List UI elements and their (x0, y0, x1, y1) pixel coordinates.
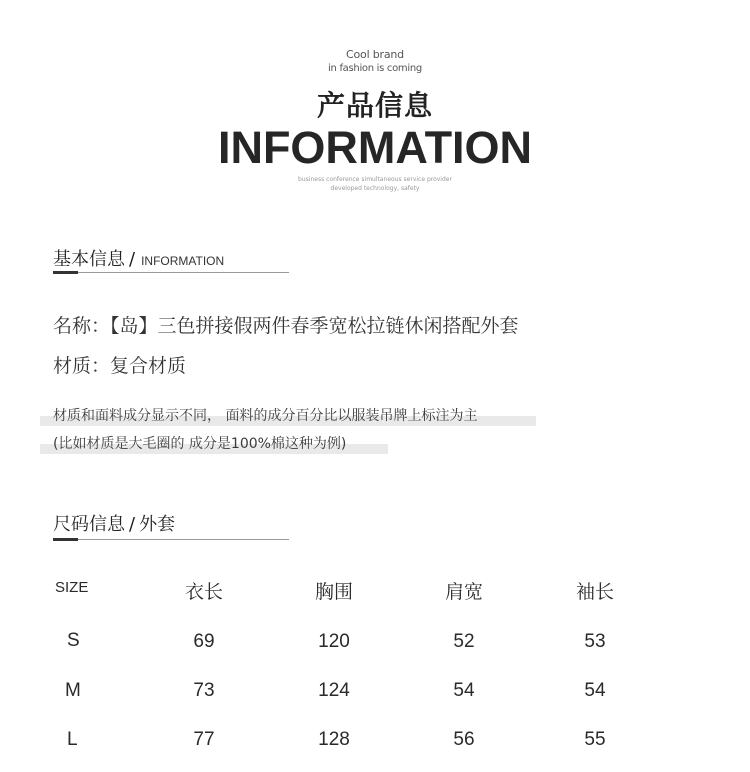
size-info-heading (53, 510, 175, 536)
size-info-divider (53, 539, 289, 540)
note-line-2: (比如材质是大毛圈的 成分是100%棉这种为例) (53, 436, 347, 452)
fine-print-2: developed technology, safety (330, 185, 420, 192)
basic-info-separator: / (129, 249, 136, 270)
size-info-subtitle: 外套 (139, 514, 176, 535)
row-size-label: S (67, 630, 80, 651)
row-length: 69 (193, 631, 215, 652)
size-info-divider-accent (53, 538, 78, 541)
page-title-en: INFORMATION (217, 122, 533, 173)
row-chest: 124 (318, 680, 350, 701)
row-chest: 128 (318, 729, 350, 750)
header-length: 衣长 (184, 582, 223, 603)
basic-info-subtitle: INFORMATION (141, 254, 225, 268)
basic-info-divider (53, 272, 289, 273)
row-sleeve: 55 (584, 729, 606, 750)
row-sleeve: 54 (584, 680, 606, 701)
product-material: 材质：复合材质 (53, 355, 187, 377)
basic-info-heading (53, 245, 224, 271)
header-chest: 胸围 (314, 582, 353, 603)
header-size: SIZE (55, 579, 89, 596)
basic-info-title: 基本信息 (53, 249, 125, 270)
tagline-brand: Cool brand (346, 48, 404, 61)
row-chest: 120 (318, 631, 350, 652)
size-info-title: 尺码信息 (53, 514, 125, 535)
page-title-cn: 产品信息 (316, 89, 433, 122)
row-shoulder: 52 (453, 631, 475, 652)
note-line-1: 材质和面料成分显示不同， 面料的成分百分比以服装吊牌上标注为主 (53, 408, 478, 424)
row-length: 73 (193, 680, 215, 701)
tagline-fashion: in fashion is coming (328, 63, 422, 74)
header-shoulder: 肩宽 (444, 582, 483, 603)
row-size-label: M (65, 680, 81, 701)
product-name: 名称：【岛】三色拼接假两件春季宽松拉链休闲搭配外套 (53, 315, 519, 337)
row-shoulder: 54 (453, 680, 475, 701)
size-info-separator: / (129, 514, 136, 535)
row-length: 77 (193, 729, 215, 750)
fine-print-1: business conference simultaneous service provider (298, 176, 452, 183)
row-shoulder: 56 (453, 729, 475, 750)
row-size-label: L (67, 729, 78, 750)
basic-info-divider-accent (53, 271, 78, 274)
row-sleeve: 53 (584, 631, 606, 652)
header-sleeve: 袖长 (575, 582, 614, 603)
